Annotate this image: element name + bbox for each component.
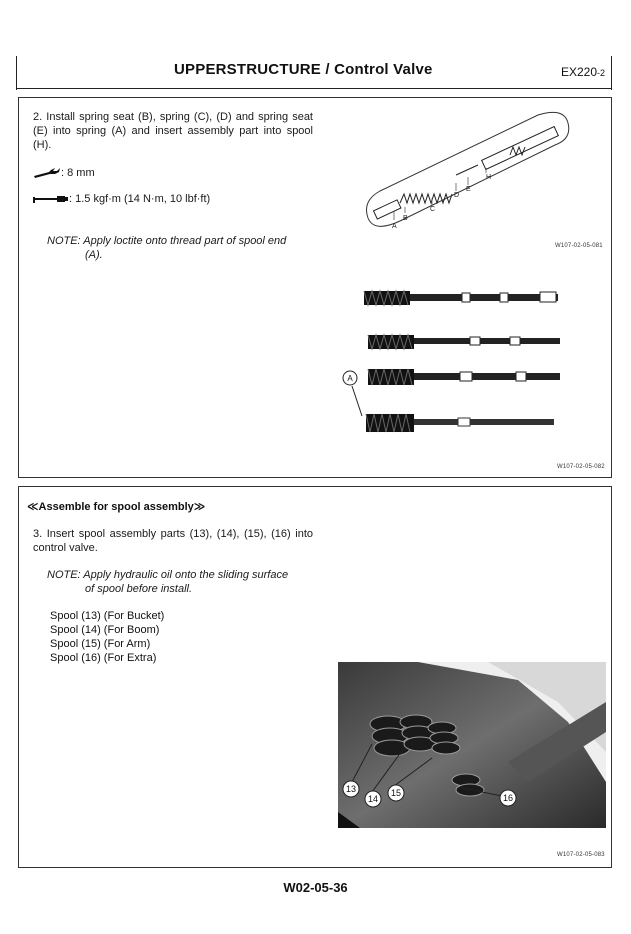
page-number: W02-05-36 xyxy=(283,880,348,895)
spool-photo-sequence xyxy=(340,280,572,440)
step-2-text: 2. Install spring seat (B), spring (C), (D) and spring seat (E) into spring (A) and insert assembly part into spool (H). xyxy=(33,111,313,151)
spool-14-item: Spool (14) (For Boom) xyxy=(50,624,160,636)
diagram-label-h: H xyxy=(486,174,492,181)
diagram-label-c: C xyxy=(430,206,436,213)
torque-spec: : 1.5 kgf·m (14 N·m, 10 lbf·ft) xyxy=(69,193,211,205)
torque-wrench-icon xyxy=(33,194,69,204)
tool-size-row xyxy=(33,166,95,180)
note-hydraulic-oil xyxy=(47,568,312,596)
note-oil-line2: of spool before install. xyxy=(85,583,193,595)
step-3-text: 3. Insert spool assembly parts (13), (14), (15), (16) into control valve. xyxy=(33,528,313,554)
header-border-right xyxy=(611,56,612,90)
figure-ref-083: W107-02-05-083 xyxy=(557,852,605,858)
spool-stage-4 xyxy=(366,414,554,432)
header-rule xyxy=(16,88,612,89)
spool-list xyxy=(50,609,164,665)
callout-14: 14 xyxy=(367,794,379,804)
tool-size: : 8 mm xyxy=(61,167,95,179)
section2-title: ≪Assemble for spool assembly≫ xyxy=(27,501,206,513)
header-border-left xyxy=(16,56,17,90)
torque-row xyxy=(33,192,210,206)
spool-stage-2 xyxy=(368,335,560,349)
page-title: UPPERSTRUCTURE / Control Valve xyxy=(174,61,433,78)
figure-ref-082: W107-02-05-082 xyxy=(557,464,605,470)
note-loctite-line2: (A). xyxy=(85,249,103,261)
callout-16: 16 xyxy=(502,793,514,803)
spool-exploded-diagram xyxy=(360,103,572,238)
wrench-icon xyxy=(33,167,61,179)
callout-15: 15 xyxy=(390,788,402,798)
diagram-label-a: A xyxy=(392,223,397,230)
note-loctite-line1: NOTE: Apply loctite onto thread part of spool end xyxy=(47,235,287,247)
note-oil-line1: NOTE: Apply hydraulic oil onto the sliding surface xyxy=(47,569,289,581)
spool-16-item: Spool (16) (For Extra) xyxy=(50,652,157,664)
spool-stage-1 xyxy=(364,291,558,305)
spool-15-item: Spool (15) (For Arm) xyxy=(50,638,151,650)
model-code xyxy=(561,65,605,79)
label-a-callout xyxy=(343,371,362,416)
control-valve-photo xyxy=(338,662,606,828)
diagram-label-e: E xyxy=(466,186,471,193)
note-loctite xyxy=(47,234,312,262)
diagram-label-b: B xyxy=(403,215,408,222)
model-code-main: EX220 xyxy=(561,65,598,79)
diagram-label-d: D xyxy=(454,192,460,199)
spool-stage-3 xyxy=(368,369,560,385)
photo-label-a: A xyxy=(347,374,353,383)
figure-ref-081: W107-02-05-081 xyxy=(555,243,603,249)
callout-13: 13 xyxy=(345,784,357,794)
spool-13-item: Spool (13) (For Bucket) xyxy=(50,610,165,622)
model-code-suffix: -2 xyxy=(597,68,606,78)
